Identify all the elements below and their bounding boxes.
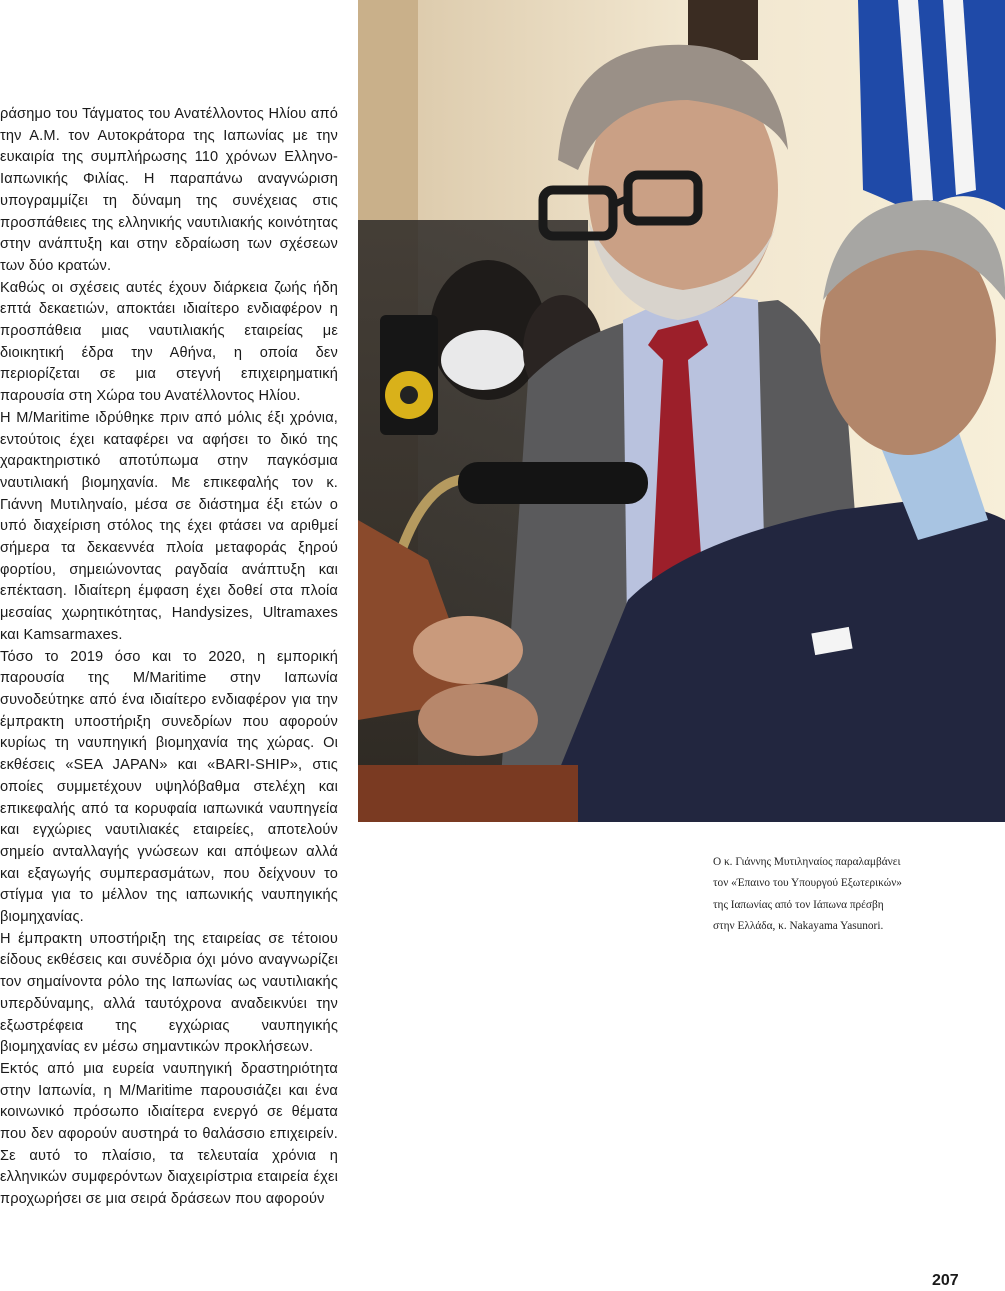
paragraph: Τόσο το 2019 όσο και το 2020, η εμπορική παρουσία της M/Maritime στην Ιαπωνία συνοδεύτηκε από ένα ιδιαίτερο ενδιαφέρον για την έμπρακτη υποστήριξη συνεδρίων που αφορούν κυρίως τη ναυπηγική βιομηχανία της χώρας. Οι εκθέσεις «SEA JAPAN» και «BARI-SHIP», στις οποίες συμμετέχουν υψηλόβαθμα στελέχη και επικεφαλής από τα κορυφαία ιαπωνικά ναυπηγεία και εγχώριες ναυτιλιακές εταιρείες, αποτελούν σημείο ανταλλαγής γνώσεων και απόψεων αλλά και εξαγωγής συμπερασμάτων, που δείχνουν το στίγμα για το μέλλον της ιαπωνικής ναυπηγικής βιομηχανίας. — [0, 648, 338, 926]
caption-line: τον «Έπαινο του Υπουργού Εξωτερικών» — [713, 877, 902, 890]
hand — [418, 684, 538, 756]
podium — [358, 765, 578, 822]
paragraph: Η έμπρακτη υποστήριξη της εταιρείας σε τέτοιου είδους εκθέσεις και συνέδρια όχι μόνο αναγνωρίζει τον σημαίνοντα ρόλο της Ιαπωνίας ως ναυτιλιακής υπερδύναμης, αλλά ταυτόχρονα αναδεικνύει την εξωστρέφεια της εγχώριας ναυπηγικής βιομηχανίας εν μέσω σημαντικών προκλήσεων. — [0, 930, 338, 1056]
paragraph: Καθώς οι σχέσεις αυτές έχουν διάρκεια ζωής ήδη επτά δεκαετιών, αποκτάει ιδιαίτερο ενδιαφέρον η προσπάθεια μιας ναυτιλιακής εταιρείας με διοικητική έδρα την Αθήνα, η οποία δεν περιορίζεται σε μια στεγνή επιχειρηματική παρουσία στη Χώρα του Ανατέλλοντος Ηλίου. — [0, 279, 338, 405]
article-body — [0, 104, 338, 1211]
caption-line: στην Ελλάδα, κ. Nakayama Yasunori. — [713, 919, 884, 932]
paragraph: ράσημο του Τάγματος του Ανατέλλοντος Ηλίου από την Α.Μ. τον Αυτοκράτορα της Ιαπωνίας με την ευκαιρία της συμπλήρωσης 110 χρόνων Ελληνο-Ιαπωνικής Φιλίας. Η παραπάνω αναγνώριση υπογραμμίζει τη δύναμη της συνέχειας στις προσπάθειες της ελληνικής ναυτιλιακής κοινότητας στην ανάπτυξη και στην εδραίωση των σχέσεων των δύο κρατών. — [0, 106, 338, 274]
caption-line: της Ιαπωνίας από τον Ιάπωνα πρέσβη — [713, 898, 884, 911]
ceremony-photo — [358, 0, 1005, 822]
paragraph: Εκτός από μια ευρεία ναυπηγική δραστηριότητα στην Ιαπωνία, η M/Maritime παρουσιάζει και ένα κοινωνικό πρόσωπο ιδιαίτερα ενεργό σε θέματα που δεν αφορούν αυστηρά το θαλάσσιο επιχειρείν. Σε αυτό το πλαίσιο, τα τελευταία χρόνια η ελληνικών συμφερόντων διαχειρίστρια εταιρεία έχει προχωρήσει σε μια σειρά δράσεων που αφορούν — [0, 1060, 338, 1208]
hand — [413, 616, 523, 684]
paragraph: Η M/Maritime ιδρύθηκε πριν από μόλις έξι χρόνια, εντούτοις έχει καταφέρει να αφήσει το δικό της χαρακτηριστικό αποτύπωμα στην παγκόσμια ναυτιλιακή βιομηχανία. Με επικεφαλής τον κ. Γιάννη Μυτιληναίο, μέσα σε διάστημα έξι ετών ο υπό διαχείριση στόλος της έχει φτάσει να αριθμεί σήμερα τα δεκαεννέα πλοία μεταφοράς ξηρού φορτίου, σημειώνοντας ραγδαία ανάπτυξη και επέκταση. Ιδιαίτερη έμφαση έχει δοθεί στα πλοία μεσαίας χωρητικότητας, Handysizes, Ultramaxes και Kamsarmaxes. — [0, 409, 338, 643]
microphone — [458, 462, 648, 504]
photo-caption — [713, 852, 953, 937]
page-number: 207 — [932, 1272, 959, 1289]
caption-line: Ο κ. Γιάννης Μυτιληναίος παραλαμβάνει — [713, 856, 901, 868]
face-mask — [441, 330, 525, 390]
ceremony-illustration — [358, 0, 1005, 822]
